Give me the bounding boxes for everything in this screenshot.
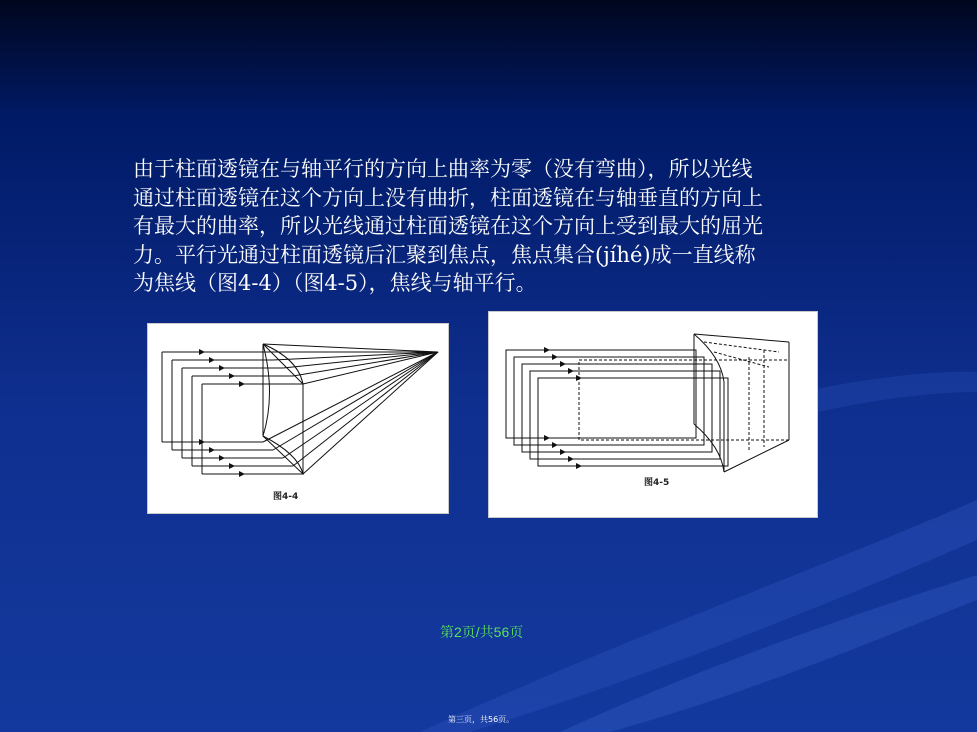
- page-number: 第2页/共56页: [440, 624, 524, 640]
- figure-caption: 图4-5: [644, 478, 670, 488]
- figure-caption: 图4-4: [273, 492, 299, 502]
- paragraph-line: 力。平行光通过柱面透镜后汇聚到焦点，焦点集合(jíhé)成一直线称: [133, 242, 756, 267]
- footer-note: 第三页，共56页。: [448, 715, 515, 724]
- paragraph-line: 通过柱面透镜在这个方向上没有曲折，柱面透镜在与轴垂直的方向上: [133, 185, 763, 210]
- paragraph-line: 为焦线（图4-4）（图4-5），焦线与轴平行。: [133, 271, 537, 295]
- paragraph-line: 有最大的曲率，所以光线通过柱面透镜在这个方向上受到最大的屈光: [133, 214, 763, 238]
- paragraph-line: 由于柱面透镜在与轴平行的方向上曲率为零（没有弯曲），所以光线: [133, 157, 753, 181]
- figure-4-4: [147, 323, 449, 514]
- cylindrical-lens-diagram-4-4: [148, 324, 448, 513]
- figure-4-5: [488, 311, 818, 518]
- body-paragraph: [133, 155, 833, 298]
